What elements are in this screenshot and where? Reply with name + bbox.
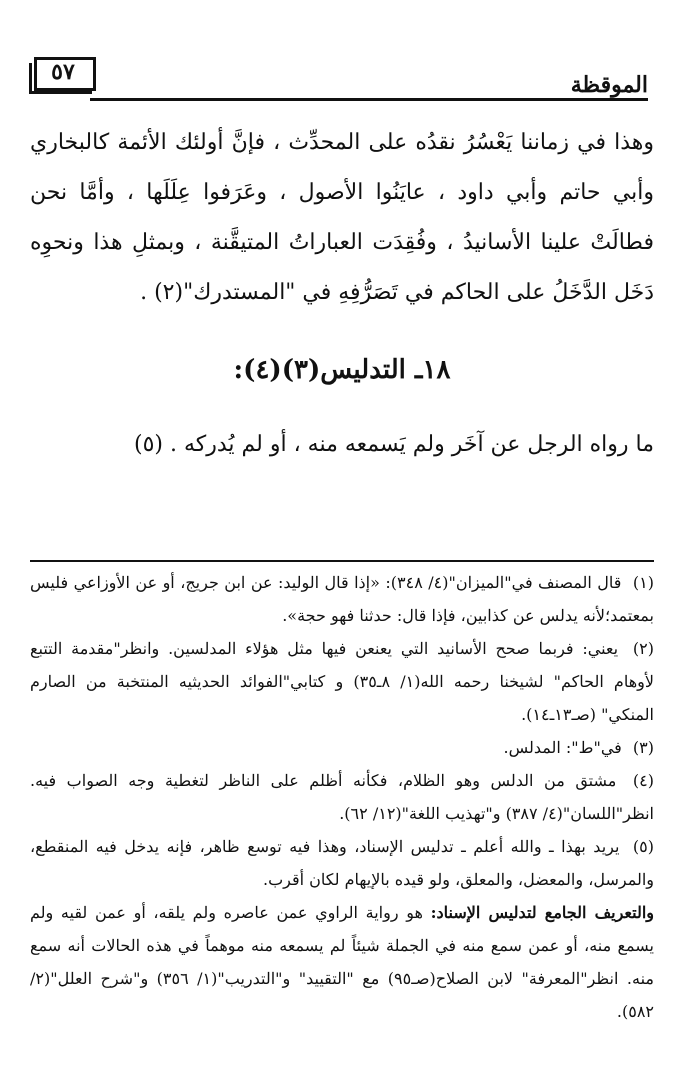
note-text: هو رواية الراوي عمن عاصره ولم يلقه، أو عمن لقيه ولم يسمع منه، أو عمن سمع منه في الجملة شيئاً لم يسمعه منه موهماً في هذه الحالات أنه سمع منه. انظر"المعرفة" لابن الصلاح(صـ٩٥) مع "التقييد" و"التدريب"(١/ ٣٥٦) و"شرح العلل"(٢/ ٥٨٢). xyxy=(30,903,654,1021)
running-header-title: الموقظة xyxy=(570,72,648,98)
footnote-4 xyxy=(30,764,654,830)
footnote-text: قال المصنف في"الميزان"(٤/ ٣٤٨): «إذا قال الوليد: عن ابن جريج، أو عن الأوزاعي فليس بمعتمد؛لأنه يدلس عن كذابين، فإذا قال: حدثنا فهو حجة». xyxy=(30,573,654,625)
definition-line: ما رواه الرجل عن آخَر ولم يَسمعه منه ، أو لم يُدركه . (٥) xyxy=(133,432,654,457)
footnote-1 xyxy=(30,566,654,632)
footnote-note xyxy=(30,896,654,1028)
header-rule xyxy=(90,98,648,101)
footnote-text: في"ط": المدلس. xyxy=(503,738,622,757)
footnote-number: (٤) xyxy=(632,771,654,790)
page-number-box xyxy=(26,55,94,91)
footnote-number: (٢) xyxy=(632,639,654,658)
footnote-number: (٣) xyxy=(632,738,654,757)
main-text xyxy=(30,118,654,318)
body-paragraph: وهذا في زماننا يَعْسُرُ نقدُه على المحدِّث ، فإنَّ أولئك الأئمة كالبخاري وأبي حاتم وأبي داود ، عايَنُوا الأصول ، وعَرَفوا عِلَلَها ، وأمَّا نحن فطالَتْ علينا الأسانيدُ ، وفُقِدَت العباراتُ المتيقَّنة ، وبمثلِ هذا ونحوِه دَخَل الدَّخَلُ على الحاكم في تَصَرُّفِهِ في "المستدرك"(٢) . xyxy=(30,130,654,305)
footnote-text: يريد بهذا ـ والله أعلم ـ تدليس الإسناد، وهذا فيه توسع ظاهر، فإنه يدخل فيه المنقطع، والمرسل، والمعضل، والمعلق، ولو قيده بالإيهام لكان أقرب. xyxy=(30,837,654,889)
footnote-3 xyxy=(30,731,654,764)
page-number: ٥٧ xyxy=(51,59,75,85)
note-lead: والتعريف الجامع لتدليس الإسناد: xyxy=(430,903,654,922)
footnote-number: (٥) xyxy=(632,837,654,856)
footnotes xyxy=(30,566,654,1028)
footnote-5 xyxy=(30,830,654,896)
footnote-number: (١) xyxy=(632,573,655,592)
footnote-text: مشتق من الدلس وهو الظلام، فكأنه أظلم على الناظر لتغطية وجه الصواب فيه. انظر"اللسان"(٤/ ٣٨٧) و"تهذيب اللغة"(١٢/ ٦٢). xyxy=(30,771,654,823)
footnote-text: يعني: فربما صحح الأسانيد التي يعنعن فيها مثل هؤلاء المدلسين. وانظر"مقدمة التتبع لأوهام الحاكم" لشيخنا رحمه الله(١/ ٨ـ٣٥) و كتابي"الفوائد الحديثيه المنتخبة من الصارم المنكي" (صـ١٣ـ١٤). xyxy=(30,639,655,724)
footnote-2 xyxy=(30,632,654,731)
section-heading: ١٨ـ التدليس(٣)(٤): xyxy=(233,355,451,385)
footnote-separator xyxy=(30,560,654,562)
